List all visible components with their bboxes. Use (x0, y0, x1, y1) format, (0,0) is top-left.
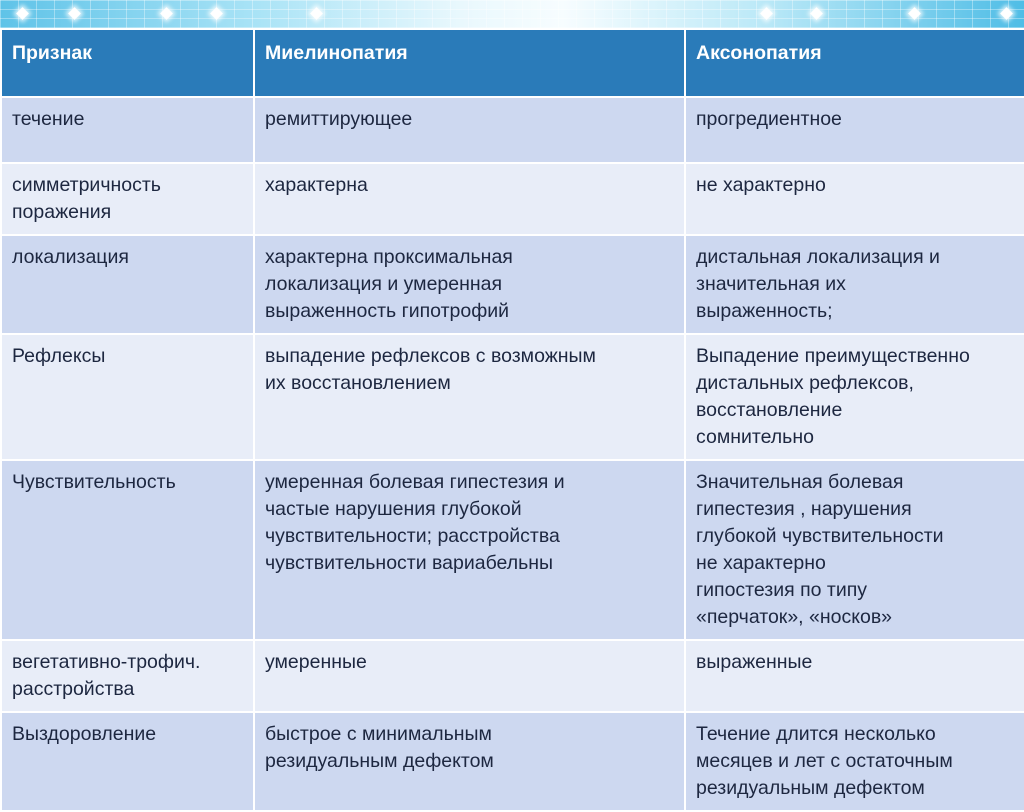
cell-sign: локализация (1, 235, 254, 334)
cell-myelinopathy: умеренная болевая гипестезия и частые нарушения глубокой чувствительности; расстройства чувствительности вариабельны (254, 460, 685, 640)
sparkle-icon (908, 7, 921, 20)
header-row (1, 29, 1024, 97)
sparkle-icon (68, 7, 81, 20)
sparkle-icon (1000, 7, 1013, 20)
table-row (1, 640, 1024, 712)
cell-myelinopathy: выпадение рефлексов с возможным их восстановлением (254, 334, 685, 460)
decorative-banner (0, 0, 1024, 28)
table-row (1, 712, 1024, 811)
table-row (1, 97, 1024, 163)
sparkle-icon (760, 7, 773, 20)
table-row (1, 163, 1024, 235)
header-axonopathy: Аксонопатия (685, 29, 1024, 97)
cell-myelinopathy: ремиттирующее (254, 97, 685, 163)
sparkle-icon (810, 7, 823, 20)
sparkle-icon (210, 7, 223, 20)
sparkle-icon (16, 7, 29, 20)
cell-sign: Выздоровление (1, 712, 254, 811)
cell-sign: Чувствительность (1, 460, 254, 640)
header-sign: Признак (1, 29, 254, 97)
sparkle-icon (310, 7, 323, 20)
cell-axonopathy: Течение длится несколько месяцев и лет с остаточным резидуальным дефектом (685, 712, 1024, 811)
cell-sign: Рефлексы (1, 334, 254, 460)
cell-myelinopathy: быстрое с минимальным резидуальным дефектом (254, 712, 685, 811)
table-row (1, 334, 1024, 460)
table-row (1, 235, 1024, 334)
cell-myelinopathy: характерна (254, 163, 685, 235)
cell-axonopathy: Выпадение преимущественно дистальных рефлексов, восстановление сомнительно (685, 334, 1024, 460)
comparison-table (0, 28, 1024, 812)
cell-axonopathy: прогредиентное (685, 97, 1024, 163)
cell-sign: вегетативно-трофич. расстройства (1, 640, 254, 712)
table-row (1, 460, 1024, 640)
cell-axonopathy: не характерно (685, 163, 1024, 235)
cell-axonopathy: дистальная локализация и значительная их выраженность; (685, 235, 1024, 334)
cell-myelinopathy: умеренные (254, 640, 685, 712)
cell-axonopathy: выраженные (685, 640, 1024, 712)
header-myelinopathy: Миелинопатия (254, 29, 685, 97)
cell-axonopathy: Значительная болевая гипестезия , нарушения глубокой чувствительности не характерно гипостезия по типу «перчаток», «носков» (685, 460, 1024, 640)
cell-myelinopathy: характерна проксимальная локализация и умеренная выраженность гипотрофий (254, 235, 685, 334)
cell-sign: течение (1, 97, 254, 163)
sparkle-icon (160, 7, 173, 20)
cell-sign: симметричность поражения (1, 163, 254, 235)
